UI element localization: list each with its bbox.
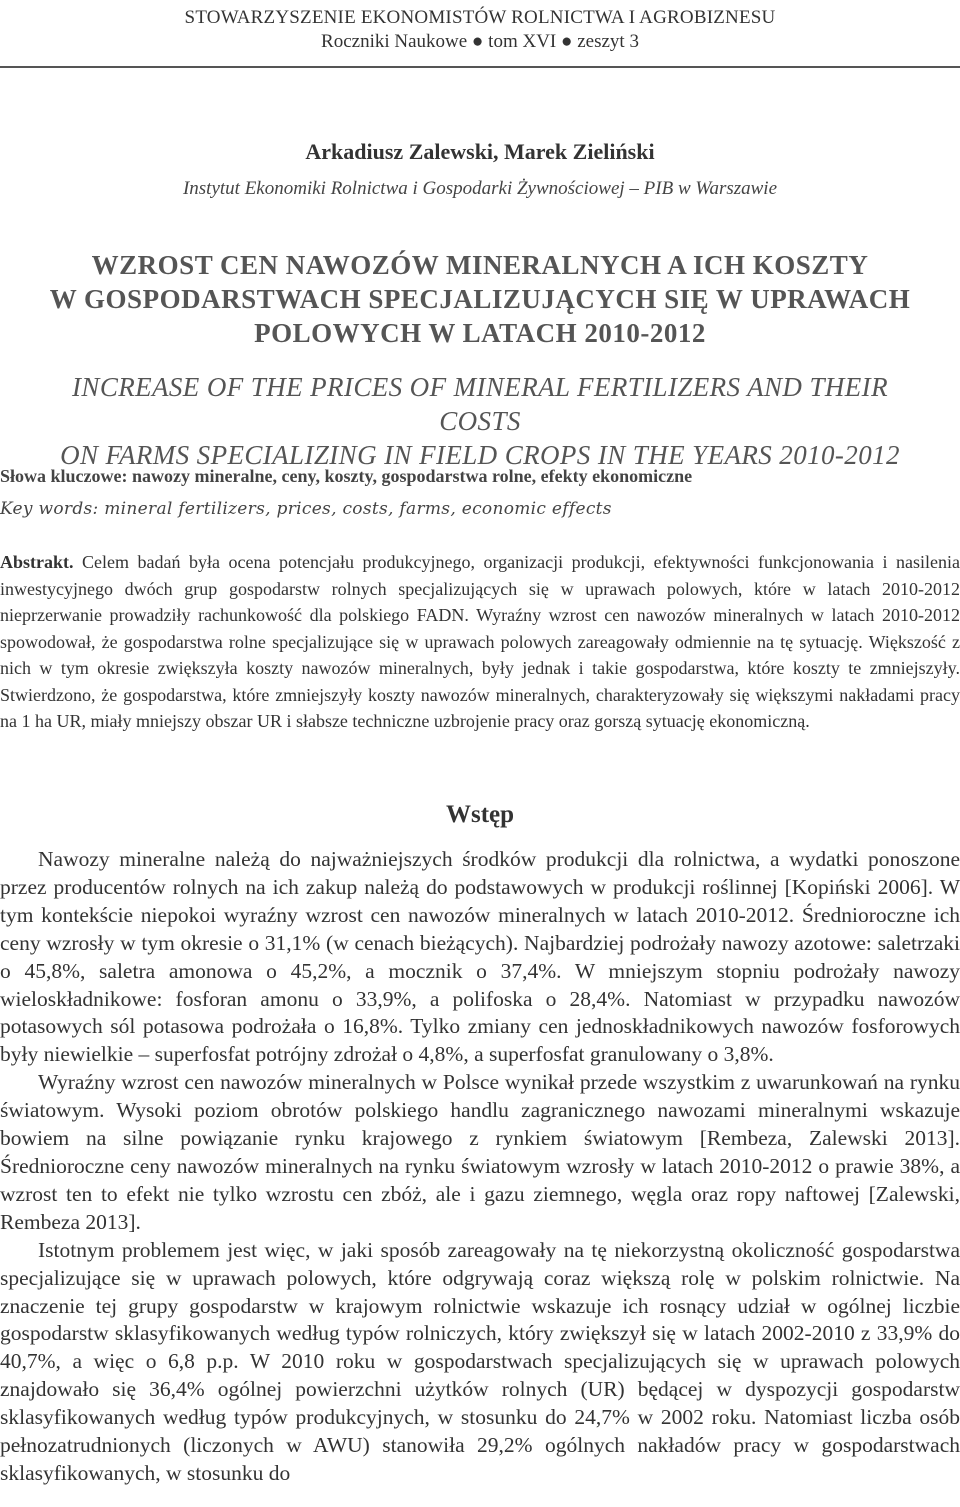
- header-divider: [0, 66, 960, 68]
- paragraph: Wyraźny wzrost cen nawozów mineralnych w Polsce wynikał przede wszystkim z uwarunkowań na rynku światowym. Wysoki poziom obrotów polskiego handlu zagranicznego nawozami mineralnymi wskazuje bowiem na silne powiązanie rynku krajowego z rynkiem światowym [Rembeza, Zalewski 2013]. Średnioroczne ceny nawozów mineralnych na rynku światowym wzrosły w latach 2010-2012 o prawie 38%, a wzrost ten to efekt nie tylko wzrostu cen zbóż, ale i gazu ziemnego, węgla oraz ropy naftowej [Zalewski, Rembeza 2013].: [0, 1070, 960, 1234]
- paragraph: Istotnym problemem jest więc, w jaki sposób zareagowały na tę niekorzystną okoliczność gospodarstwa specjalizujące się w uprawach polowych, które odgrywają coraz większą rolę w polskim rolnictwie. Na znaczenie tej grupy gospodarstw w krajowym rolnictwie wskazuje ich rosnący udział w ogólnej liczbie gospodarstw sklasyfikowanych według typów rolniczych, który zwiększył się w latach 2002-2010 z 33,9% do 40,7%, a więc o 6,8 p.p. W 2010 roku w gospodarstwach specjalizujących się w uprawach polowych znajdowało się 36,4% ogólnej powierzchni użytków rolnych (UR) będącej w dyspozycji gospodarstw sklasyfikowanych według typów produkcyjnych, w stosunku do 24,7% w 2002 roku. Natomiast liczba osób pełnozatrudnionych (liczonych w AWU) stanowiła 29,2% ogólnych nakładów pracy w gospodarstwach sklasyfikowanych, w stosunku do: [0, 1237, 960, 1485]
- abstract-label: Abstrakt.: [0, 552, 74, 572]
- society-name: STOWARZYSZENIE EKONOMISTÓW ROLNICTWA I AGROBIZNESU: [184, 7, 776, 28]
- body-text: [0, 846, 960, 1488]
- title-english: [30, 370, 930, 472]
- abstract: [0, 549, 960, 735]
- abstract-text: Celem badań była ocena potencjału produkcyjnego, organizacji produkcji, efektywności funkcjonowania i nasilenia inwestycyjnego dwóch grup gospodarstw rolnych specjalizujących się w uprawach polowych, które w latach 2010-2012 nieprzerwanie prowadziły rachunkowość dla polskiego FADN. Wyraźny wzrost cen nawozów mineralnych w latach 2010-2012 spowodował, że gospodarstwa rolne specjalizujące się w uprawach polowych zareagowały odmiennie na tę sytuację. Większość z nich w tym okresie zwiększyła koszty nawozów mineralnych, były jednak i takie gospodarstwa, które koszty te zmniejszyły. Stwierdzono, że gospodarstwa, które zmniejszyły koszty nawozów mineralnych, charakteryzowały się większymi nakładami pracy na 1 ha UR, miały mniejszy obszar UR i słabsze techniczne uzbrojenie pracy oraz gorszą sytuację ekonomiczną.: [0, 552, 960, 731]
- section-heading: Wstęp: [445, 801, 515, 828]
- title-pl-line: POLOWYCH W LATACH 2010-2012: [254, 318, 706, 348]
- journal-issue: Roczniki Naukowe ● tom XVI ● zeszyt 3: [321, 31, 639, 52]
- authors: Arkadiusz Zalewski, Marek Zieliński: [305, 139, 655, 164]
- keywords-english: Key words: mineral fertilizers, prices, costs, farms, economic effects: [0, 499, 612, 519]
- journal-header: [0, 6, 960, 54]
- affiliation: Instytut Ekonomiki Rolnictwa i Gospodarki Żywnościowej – PIB w Warszawie: [182, 178, 778, 199]
- title-en-line: ON FARMS SPECIALIZING IN FIELD CROPS IN THE YEARS 2010-2012: [60, 440, 900, 470]
- title-pl-line: W GOSPODARSTWACH SPECJALIZUJĄCYCH SIĘ W UPRAWACH: [49, 284, 911, 314]
- title-polish: [30, 248, 930, 350]
- paragraph: Nawozy mineralne należą do najważniejszych środków produkcji dla rolnictwa, a wydatki ponoszone przez producentów rolnych na ich zakup należą do podstawowych w produkcji roślinnej [Kopiński 2006]. W tym kontekście niepokoi wyraźny wzrost cen nawozów mineralnych w latach 2010-2012. Średnioroczne ich ceny wzrosły w tym okresie o 31,1% (w cenach bieżących). Najbardziej podrożały nawozy azotowe: saletrzaki o 45,8%, saletra amonowa o 45,2%, a mocznik o 37,4%. W mniejszym stopniu podrożały nawozy wieloskładnikowe: fosforan amonu o 33,9%, a polifoska o 28,4%. Natomiast w przypadku nawozów potasowych sól potasowa podrożała o 16,8%. Tylko zmiany cen jednoskładnikowych nawozów fosforowych były niewielkie – superfosfat potrójny zdrożał o 4,8%, a superfosfat granulowany o 3,8%.: [0, 847, 960, 1067]
- title-pl-line: WZROST CEN NAWOZÓW MINERALNYCH A ICH KOSZTY: [91, 250, 869, 280]
- keywords-polish: Słowa kluczowe: nawozy mineralne, ceny, koszty, gospodarstwa rolne, efekty ekonomiczne: [0, 466, 693, 486]
- title-en-line: INCREASE OF THE PRICES OF MINERAL FERTILIZERS AND THEIR COSTS: [72, 372, 888, 436]
